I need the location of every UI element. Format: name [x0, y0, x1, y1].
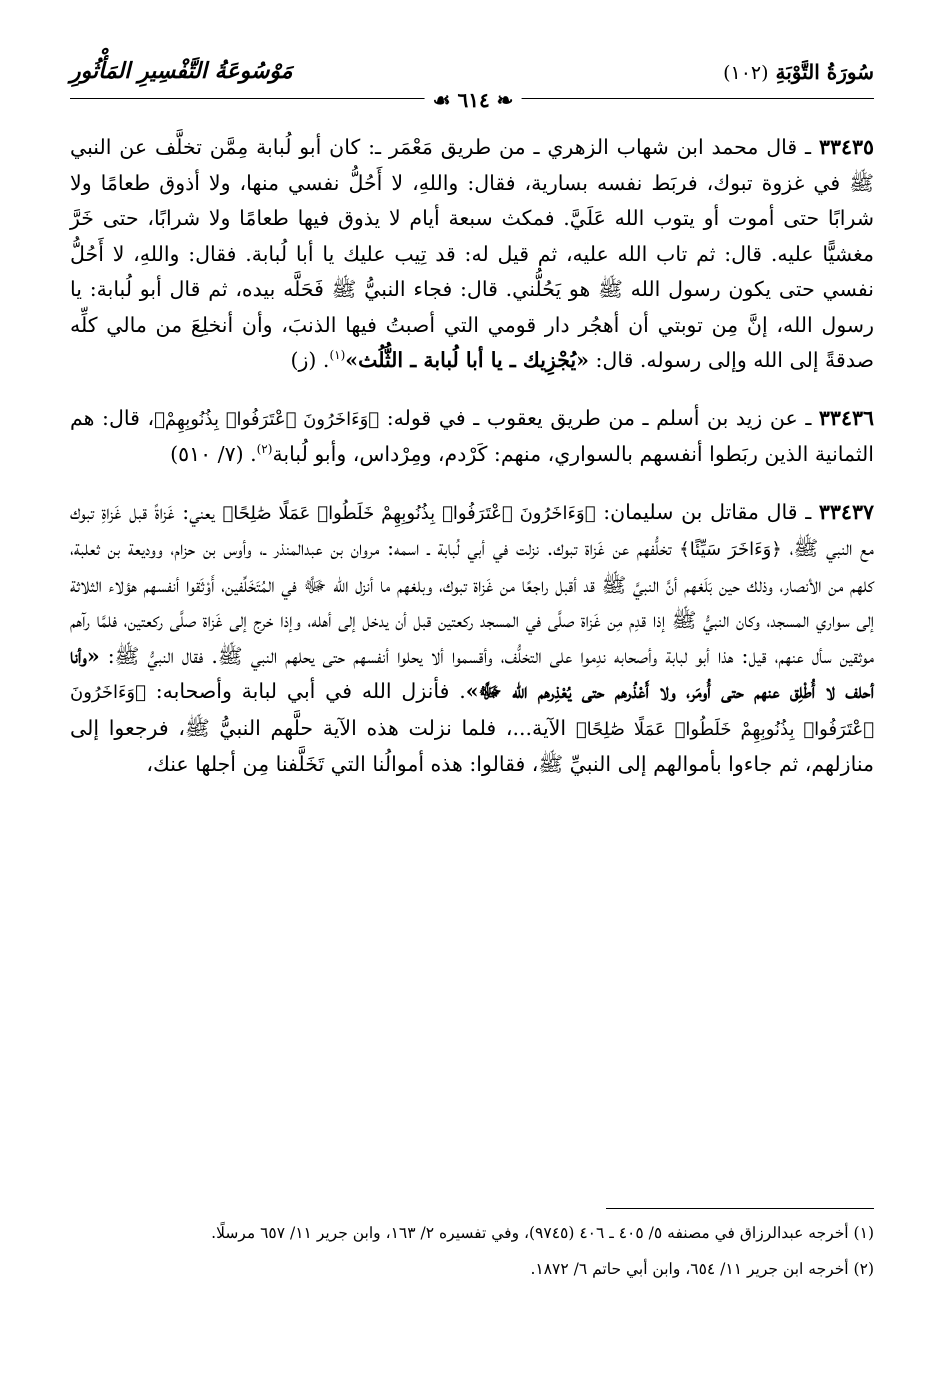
footnote-marker[interactable]: (١) [329, 348, 346, 363]
footnote [70, 1254, 874, 1284]
source-reference: . (٧/ ٥١٠) [170, 442, 257, 466]
book-title: مَوْسُوعَةُ التَّفْسِيرِ المَأْثُورِ [70, 58, 293, 84]
ornament-icon: ❧ [496, 88, 514, 112]
entry-number: ٣٣٤٣٦ [818, 405, 874, 430]
quran-verse: ﴿وَءَاخَرُونَ ٱعْتَرَفُوا۟ بِذُنُوبِهِمْ خَلَطُوا۟ عَمَلًا صَٰلِحًا﴾ [222, 502, 596, 524]
hadith-entry [70, 401, 874, 473]
quran-verse: ﴿وَءَاخَرُونَ ٱعْتَرَفُوا۟ بِذُنُوبِهِمْ خَلَطُوا۟ عَمَلًا صَٰلِحًا﴾ [70, 682, 874, 740]
entry-text: ، قال: هم الثمانية الذين ربَطوا أنفسهم بالسواري، منهم: كَرْدم، ومِرْداس، وأبو لُبابة [70, 405, 874, 466]
main-text [70, 130, 874, 805]
entry-text: الآية...، فلما نزلت هذه الآية حلَّهم النبيُّ ﷺ، فرجعوا إلى منازلهم، ثم جاءوا بأموالهم إلى النبيِّ ﷺ، فقالوا: هذه أموالُنا التي تَخَلَّفنا مِن أجلها عنك، [70, 715, 874, 776]
footnote-text: أخرجه ابن جرير ١١/ ٦٥٤، وابن أبي حاتم ٦/ ١٨٧٢. [530, 1260, 849, 1278]
prophetic-quote: «وأنا أحلف لا أُطْلِق عنهم حتى أُومَر، ولا أَعْذُرهم حتى يُعْذِرهم الله ﷻ» [70, 643, 874, 703]
entry-text: تخلُّفهم عن غَزاة تبوك. نزلت في أبي لُبابة ـ اسمه: مروان بن عبدالمنذر ـ، وأوس بن حزام، ووديعة بن ثعلبة، كلهم من الأنصار، وذلك حين بَلَغهم أنَّ النبيَّ ﷺ قد أقبل راجعًا من غَزاة تبوك، وبلغهم ما أنزل الله ﷻ في المُتَخَلِّفين، أَوْثَقوا أنفسهم هؤلاء الثلاثة إلى سواري المسجد، وكان النبيُّ ﷺ إذا قدِم مِن غَزاة صلَّى في المسجد ركعتين قبل أن يدخل إلى أهله، وإذا خرج إلى غَزاة صلَّى ركعتين، فلمَّا رآهم موثقين سأل عنهم، قيل: هذا أبو لبابة وأصحابه ندِموا على التخلُّف، وأقسموا ألا يحلوا أنفسهم حتى يحلهم النبي ﷺ. فقال النبيُّ ﷺ: [70, 536, 874, 668]
footnote-mark: (١) [853, 1224, 874, 1242]
surah-title: سُورَةُ التَّوْبَةِ [775, 60, 874, 84]
footnote-mark: (٢) [853, 1260, 874, 1278]
source-reference: . (ز) [290, 348, 330, 372]
entry-number: ٣٣٤٣٥ [818, 135, 874, 159]
verse-reference: (١٠٢) [723, 62, 769, 84]
footnote-text: أخرجه عبدالرزاق في مصنفه ٥/ ٤٠٥ ـ ٤٠٦ (٩٧٤٥)، وفي تفسيره ٢/ ١٦٣، وابن جرير ١١/ ٦٥٧ مرسلًا. [211, 1224, 849, 1242]
entry-text: ـ عن زيد بن أسلم ـ من طريق يعقوب ـ في قوله: [386, 405, 812, 430]
footnotes [70, 1218, 874, 1290]
prophetic-quote: «يُجْزِيك ـ يا أبا لُبابة ـ الثُّلُث» [345, 348, 589, 372]
surah-heading [723, 60, 874, 84]
hadith-entry [70, 495, 874, 783]
entry-text: ـ قال مقاتل بن سليمان: [603, 499, 812, 524]
quran-verse: ﴿وَءَاخَرَ سَيِّئًا﴾ [679, 539, 782, 560]
entry-text: ـ قال محمد ابن شهاب الزهري ـ من طريق مَعْمَر ـ: كان أبو لُبابة مِمَّن تخلَّف عن النبي ﷺ في غزوة تبوك، فربَط نفسه بسارية، فقال: واللهِ، لا أَحُلُّ نفسي منها، ولا أذوق طعامًا ولا شرابًا حتى أموت أو يتوب الله عَلَيَّ. فمكث سبعة أيام لا يذوق فيها طعامًا ولا شرابًا، حتى خَرَّ مغشيًّا عليه. قال: ثم تاب الله عليه، ثم قيل له: قد تِيب عليك يا أبا لُبابة. فقال: واللهِ، لا أَحُلُّ نفسي حتى يكون رسول الله ﷺ هو يَحُلُّني. قال: فجاء النبيُّ ﷺ فَحَلَّه بيده، ثم قال أبو لُبابة: يا رسول الله، إنَّ مِن توبتي أن أهجُر دار قومي التي أصبتُ فيها الذنبَ، وأن أنخلِعَ من مالي كلِّه صدقةً إلى الله وإلى رسوله. قال: [70, 135, 874, 372]
page-number: ❧ ٦١٤ ☙ [425, 88, 522, 112]
entry-number: ٣٣٤٣٧ [818, 499, 874, 524]
quran-verse: ﴿وَءَاخَرُونَ ٱعْتَرَفُوا۟ بِذُنُوبِهِمْ﴾ [154, 408, 380, 430]
footnote [70, 1218, 874, 1248]
footnote-marker[interactable]: (٢) [256, 442, 273, 457]
entry-text: . فأنزل الله في أبي لبابة وأصحابه: [155, 679, 466, 703]
hadith-entry [70, 130, 874, 379]
ornament-icon: ☙ [432, 88, 451, 112]
footnote-divider [606, 1208, 874, 1209]
entry-text: يعني: غَزاةً قبل غَزاةِ تبوك مع النبي ﷺ، [70, 499, 874, 560]
